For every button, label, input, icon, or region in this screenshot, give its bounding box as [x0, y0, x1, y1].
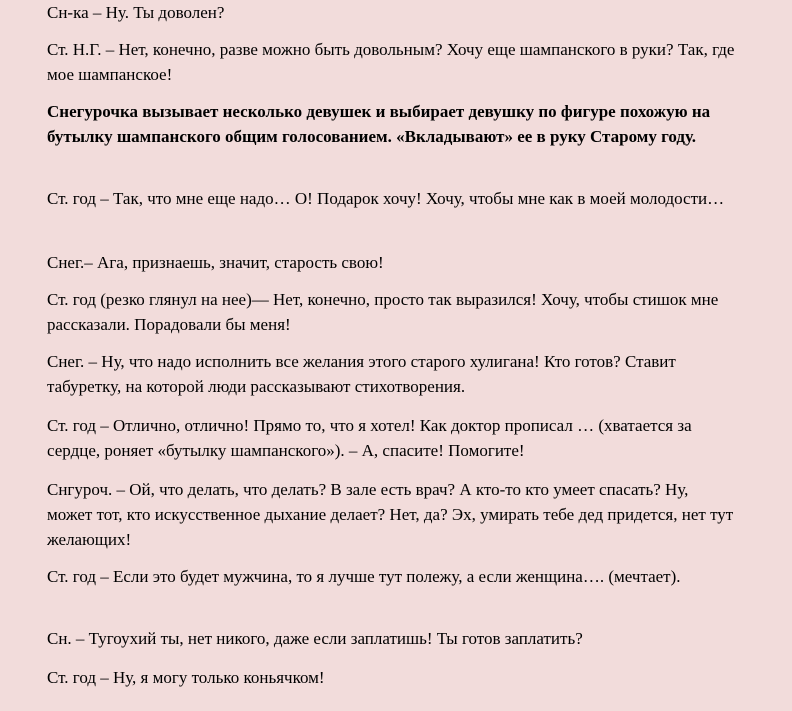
paragraph-4: Ст. год – Так, что мне еще надо… О! Подарок хочу! Хочу, чтобы мне как в моей молодости… [47, 189, 725, 208]
paragraph-7: Снег. – Ну, что надо исполнить все желания этого старого хулигана! Кто готов? Ставит табуретку, на которой люди рассказывают стихотворения. [47, 352, 676, 396]
paragraph-11: Сн. – Тугоухий ты, нет никого, даже если заплатишь! Ты готов заплатить? [47, 629, 583, 648]
paragraph-5: Снег.– Ага, признаешь, значит, старость свою! [47, 253, 384, 272]
paragraph-12: Ст. год – Ну, я могу только коньячком! [47, 668, 325, 687]
paragraph-2: Ст. Н.Г. – Нет, конечно, разве можно быть довольным? Хочу еще шампанского в руки? Так, где мое шампанское! [47, 40, 735, 84]
paragraph-9: Снгуроч. – Ой, что делать, что делать? В зале есть врач? А кто-то кто умеет спасать? Ну, может тот, кто искусственное дыхание делает? Нет, да? Эх, умирать тебе дед придется, нет тут желающих! [47, 480, 734, 549]
paragraph-8: Ст. год – Отлично, отлично! Прямо то, что я хотел! Как доктор прописал … (хватается за сердце, роняет «бутылку шампанского»). – А, спасите! Помогите! [47, 416, 692, 460]
stage-direction: Снегурочка вызывает несколько девушек и выбирает девушку по фигуре похожую на бутылку шампанского общим голосованием. «Вкладывают» ее в руку Старому году. [47, 102, 711, 146]
paragraph-10: Ст. год – Если это будет мужчина, то я лучше тут полежу, а если женщина…. (мечтает). [47, 567, 681, 586]
paragraph-1: Сн-ка – Ну. Ты доволен? [47, 3, 225, 22]
paragraph-6: Ст. год (резко глянул на нее)— Нет, конечно, просто так выразился! Хочу, чтобы стишок мне рассказали. Порадовали бы меня! [47, 290, 719, 334]
